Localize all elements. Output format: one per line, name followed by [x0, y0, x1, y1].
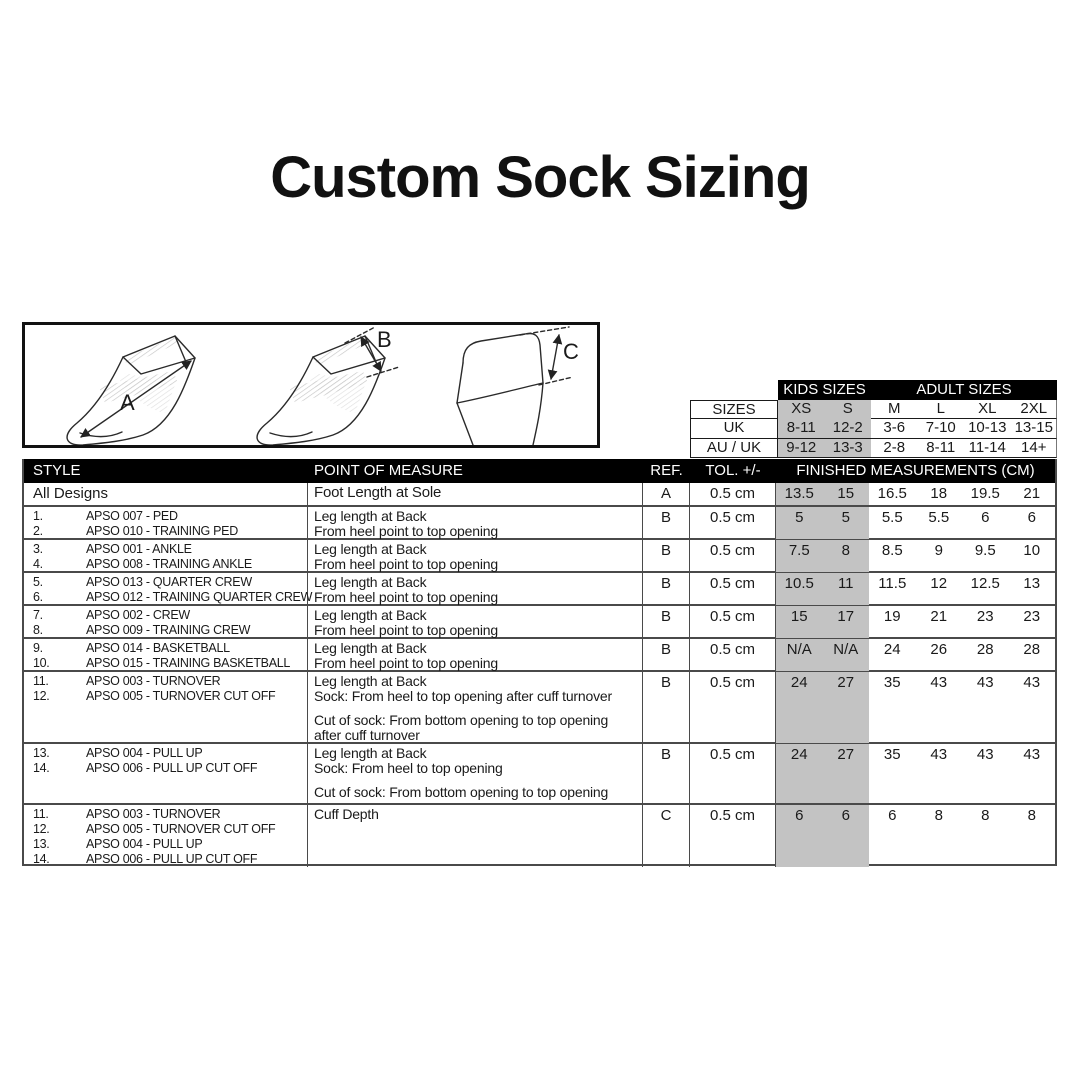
tol-cell: 0.5 cm — [690, 540, 776, 572]
size-cell: 11-14 — [968, 438, 1006, 456]
size-row-uk — [690, 419, 1057, 438]
measurement-cell: 26 — [930, 641, 948, 658]
ref-cell: B — [643, 744, 690, 803]
measurement-cell: 12 — [930, 575, 948, 592]
tol-cell: 0.5 cm — [690, 672, 776, 743]
extension-line-c-top — [520, 327, 569, 335]
size-row-label: AU / UK — [690, 439, 778, 457]
measurement-cell: 15 — [776, 606, 823, 638]
size-conversion-chart — [690, 380, 1057, 458]
measurement-cell: 8.5 — [881, 542, 903, 559]
size-cell: 13-15 — [1014, 419, 1053, 437]
sizing-table-header — [24, 459, 1055, 483]
style-cell: 11. APSO 003 - TURNOVER 12. APSO 005 - TURNOVER CUT OFF 13. APSO 004 - PULL UP 14. APSO 006 - PULL UP CUT OFF — [24, 805, 308, 867]
measurement-cell: 43 — [976, 674, 994, 691]
size-cell: M — [888, 400, 901, 417]
ref-cell: A — [643, 483, 690, 505]
point-of-measure-cell: Leg length at Back Sock: From heel to top opening Cut of sock: From bottom opening to top opening — [308, 744, 643, 803]
column-header-finished-measurements: FINISHED MEASUREMENTS (CM) — [796, 462, 1035, 479]
measurement-cell: 17 — [823, 606, 870, 638]
measurement-cell: 13 — [1023, 575, 1041, 592]
table-row-cuff-depth — [24, 803, 1055, 864]
point-of-measure-cell: Leg length at Back From heel point to top opening — [308, 606, 643, 638]
size-cell: 2XL — [1020, 400, 1048, 417]
kids-sizes-header: KIDS SIZES — [778, 380, 871, 400]
measurement-cell: N/A — [776, 639, 823, 671]
measurement-cell: 19 — [883, 608, 901, 625]
table-row-basketball — [24, 637, 1055, 670]
size-cell: 8-11 — [778, 419, 825, 437]
size-cell: 12-2 — [825, 419, 872, 437]
measurement-cell: 5.5 — [928, 509, 950, 526]
point-of-measure-cell: Leg length at Back Sock: From heel to top opening after cuff turnover Cut of sock: From bottom opening to top opening after cuff turnover — [308, 672, 643, 743]
ref-cell: B — [643, 672, 690, 743]
measure-arrow-a — [81, 361, 191, 437]
measurement-cell: 10.5 — [776, 573, 823, 605]
size-row-label: UK — [690, 419, 778, 437]
extension-line-b-bottom — [367, 367, 399, 377]
style-cell: 5. APSO 013 - QUARTER CREW 6. APSO 012 - TRAINING QUARTER CREW — [24, 573, 308, 605]
table-row-quarter-crew — [24, 571, 1055, 604]
ref-cell: B — [643, 606, 690, 638]
measurement-cell: 43 — [930, 674, 948, 691]
table-row-all-designs — [24, 483, 1055, 505]
measurement-cell: 6 — [981, 509, 990, 526]
measurement-cell: 8 — [934, 807, 943, 824]
point-of-measure-cell: Leg length at Back From heel point to top opening — [308, 507, 643, 539]
measurement-diagram — [22, 322, 600, 448]
measurement-cell: 6 — [776, 805, 823, 867]
measurement-cell: 11 — [823, 573, 870, 605]
size-cell: 2-8 — [883, 438, 906, 456]
measurement-cell: 24 — [776, 744, 823, 803]
size-cell: 3-6 — [883, 419, 906, 437]
style-cell: 3. APSO 001 - ANKLE 4. APSO 008 - TRAINING ANKLE — [24, 540, 308, 572]
measurement-cell: 16.5 — [877, 485, 907, 502]
measurement-cell: 5 — [823, 507, 870, 539]
style-cell: 11. APSO 003 - TURNOVER 12. APSO 005 - TURNOVER CUT OFF — [24, 672, 308, 743]
size-cell: 14+ — [1021, 438, 1047, 456]
size-cell: S — [825, 400, 872, 419]
table-row-ped — [24, 505, 1055, 538]
tol-cell: 0.5 cm — [690, 483, 776, 505]
measurement-cell: 5.5 — [881, 509, 903, 526]
ref-cell: B — [643, 573, 690, 605]
column-header-tolerance: TOL. +/- — [705, 462, 761, 479]
measurement-cell: 8 — [823, 540, 870, 572]
point-of-measure-cell: Leg length at Back From heel point to top opening — [308, 540, 643, 572]
size-cell: 9-12 — [778, 439, 825, 457]
measurement-cell: 5 — [776, 507, 823, 539]
measurement-cell: 6 — [1027, 509, 1036, 526]
extension-line-c-bottom — [539, 377, 573, 385]
measurement-cell: 43 — [976, 746, 994, 763]
table-row-turnover — [24, 670, 1055, 742]
measurement-cell: 10 — [1023, 542, 1041, 559]
measurement-cell: 23 — [1023, 608, 1041, 625]
measurement-cell: 8 — [1027, 807, 1036, 824]
measurement-cell: 43 — [930, 746, 948, 763]
measurement-cell: 24 — [883, 641, 901, 658]
size-row-label: SIZES — [690, 400, 778, 419]
sock-diagrams-svg — [25, 325, 597, 445]
ref-cell: B — [643, 540, 690, 572]
size-cell: 8-11 — [926, 438, 956, 456]
size-group-spacer — [690, 380, 778, 400]
tol-cell: 0.5 cm — [690, 573, 776, 605]
style-cell: 7. APSO 002 - CREW 8. APSO 009 - TRAINING CREW — [24, 606, 308, 638]
size-cell: XL — [978, 400, 997, 417]
measurement-cell: 21 — [1023, 485, 1041, 502]
measurement-cell: 27 — [823, 744, 870, 803]
column-header-style: STYLE — [33, 462, 81, 479]
measurement-cell: 6 — [823, 805, 870, 867]
size-cell: XS — [778, 400, 825, 419]
page-title: Custom Sock Sizing — [270, 145, 810, 210]
measurement-cell: 13.5 — [776, 483, 823, 505]
size-cell: 7-10 — [925, 419, 956, 437]
measurement-cell: 11.5 — [878, 575, 907, 592]
point-of-measure-cell: Cuff Depth — [308, 805, 643, 867]
sizing-table — [22, 459, 1057, 866]
measure-arrow-c — [551, 335, 559, 379]
measurement-cell: 43 — [1023, 674, 1041, 691]
size-cell: L — [936, 400, 945, 417]
measurement-cell: 6 — [888, 807, 897, 824]
tol-cell: 0.5 cm — [690, 639, 776, 671]
ref-cell: B — [643, 639, 690, 671]
point-of-measure-cell: Leg length at Back From heel point to top opening — [308, 639, 643, 671]
ref-cell: C — [643, 805, 690, 867]
style-cell: 1. APSO 007 - PED 2. APSO 010 - TRAINING PED — [24, 507, 308, 539]
tol-cell: 0.5 cm — [690, 507, 776, 539]
tol-cell: 0.5 cm — [690, 744, 776, 803]
cuff-tube-illustration — [457, 333, 543, 445]
measurement-cell: 15 — [823, 483, 870, 505]
label-a: A — [120, 390, 135, 415]
measurement-cell: 24 — [776, 672, 823, 743]
measurement-cell: 35 — [883, 674, 901, 691]
point-of-measure-cell: Foot Length at Sole — [308, 483, 643, 505]
table-row-pull-up — [24, 742, 1055, 803]
measurement-cell: 43 — [1023, 746, 1041, 763]
ref-cell: B — [643, 507, 690, 539]
column-header-point-of-measure: POINT OF MEASURE — [314, 462, 463, 479]
tol-cell: 0.5 cm — [690, 805, 776, 867]
column-header-ref: REF. — [650, 462, 683, 479]
size-group-header-row — [690, 380, 1057, 400]
measurement-cell: N/A — [823, 639, 870, 671]
label-c: C — [563, 339, 579, 364]
tol-cell: 0.5 cm — [690, 606, 776, 638]
table-row-crew — [24, 604, 1055, 637]
measurement-cell: 7.5 — [776, 540, 823, 572]
measurement-cell: 19.5 — [970, 485, 1000, 502]
adult-sizes-header: ADULT SIZES — [871, 380, 1057, 400]
measurement-cell: 28 — [976, 641, 994, 658]
table-row-ankle — [24, 538, 1055, 571]
size-row-au-uk — [690, 439, 1057, 458]
measurement-cell: 18 — [930, 485, 948, 502]
measurement-cell: 27 — [823, 672, 870, 743]
measurement-cell: 23 — [976, 608, 994, 625]
size-row-sizes — [690, 400, 1057, 419]
measurement-cell: 35 — [883, 746, 901, 763]
measurement-cell: 9.5 — [974, 542, 996, 559]
measurement-cell: 28 — [1023, 641, 1041, 658]
label-b: B — [377, 327, 392, 352]
style-cell: 9. APSO 014 - BASKETBALL 10. APSO 015 - TRAINING BASKETBALL — [24, 639, 308, 671]
style-cell: 13. APSO 004 - PULL UP 14. APSO 006 - PULL UP CUT OFF — [24, 744, 308, 803]
measurement-cell: 9 — [934, 542, 943, 559]
measurement-cell: 8 — [981, 807, 990, 824]
point-of-measure-cell: Leg length at Back From heel point to top opening — [308, 573, 643, 605]
style-cell: All Designs — [24, 483, 308, 505]
measurement-cell: 12.5 — [970, 575, 1000, 592]
measurement-cell: 21 — [930, 608, 948, 625]
size-cell: 10-13 — [968, 419, 1007, 437]
size-cell: 13-3 — [825, 439, 872, 457]
